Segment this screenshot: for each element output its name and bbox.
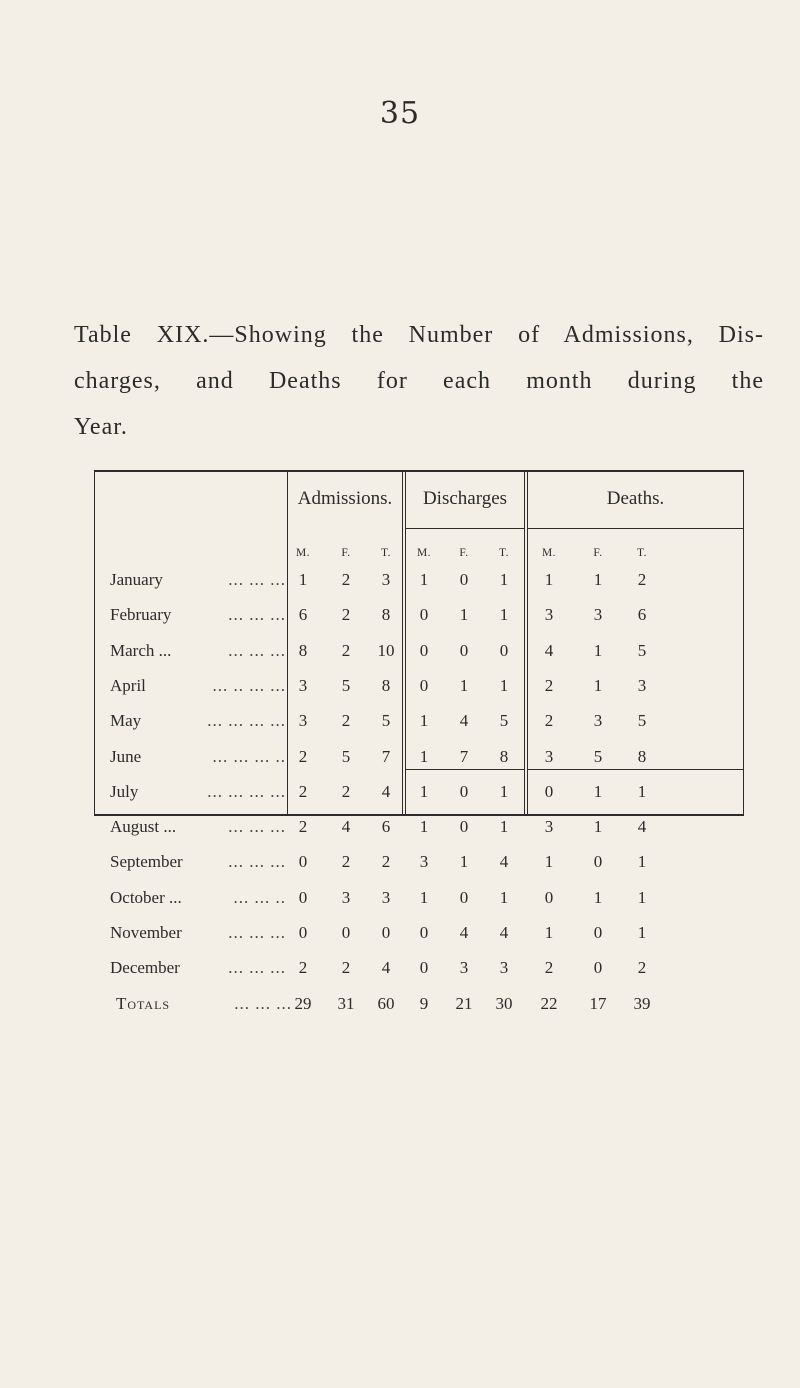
deaths-female-header: F. [593, 547, 603, 559]
discharges-female-cell: 0 [459, 640, 469, 660]
discharges-total-cell: 1 [499, 817, 509, 837]
deaths-female-cell: 5 [593, 746, 603, 766]
admissions-total-cell: 5 [381, 711, 391, 731]
discharges-female-cell: 0 [459, 781, 469, 801]
admissions-female-cell: 5 [341, 675, 351, 695]
deaths-male-cell: 4 [544, 640, 554, 660]
discharges-female-cell: 0 [459, 817, 469, 837]
row-label: February [110, 605, 172, 625]
table-bottom-rule [94, 814, 744, 816]
page-number: 35 [379, 96, 421, 131]
row-label: December [110, 958, 180, 978]
admissions-total-cell: 8 [381, 675, 391, 695]
admissions-total-cell: 0 [381, 923, 391, 942]
admissions-male-cell: 0 [298, 923, 308, 942]
admissions-male-cell: 0 [298, 852, 308, 872]
discharges-total-cell: 1 [499, 605, 509, 625]
discharges-male-cell: 1 [419, 711, 429, 731]
discharges-male-cell: 1 [419, 570, 429, 589]
discharges-male-cell: 1 [419, 887, 429, 907]
admissions-male-cell: 2 [298, 817, 308, 837]
leader-dots: ... ... .. [233, 887, 286, 907]
discharges-total-cell: 4 [499, 923, 509, 942]
discharges-female-cell: 1 [459, 675, 469, 695]
discharges-male-cell: 3 [419, 852, 429, 872]
deaths-left-rule-2 [527, 470, 528, 816]
deaths-male-cell: 1 [544, 923, 554, 942]
admissions-total-cell: 4 [381, 781, 391, 801]
deaths-total-cell: 39 [633, 993, 651, 1013]
admissions-female-cell: 4 [341, 817, 351, 837]
deaths-total-cell: 4 [637, 817, 647, 837]
discharges-total-cell: 1 [499, 570, 509, 589]
admissions-female-cell: 2 [341, 958, 351, 978]
discharges-header: Discharges [422, 488, 508, 509]
discharges-total-cell: 4 [499, 852, 509, 872]
admissions-total-cell: 4 [381, 958, 391, 978]
header-divider [405, 528, 525, 529]
discharges-female-cell: 7 [459, 746, 469, 766]
deaths-male-cell: 22 [540, 993, 558, 1013]
leader-dots: ... ... ... [228, 570, 286, 589]
leader-dots: ... .. ... ... [212, 675, 286, 695]
discharges-left-rule-2 [405, 470, 406, 816]
row-label: March ... [110, 640, 172, 660]
deaths-left-rule [524, 470, 525, 816]
discharges-male-header: M. [416, 547, 432, 559]
deaths-female-cell: 1 [593, 781, 603, 801]
discharges-total-cell: 1 [499, 781, 509, 801]
leader-dots: ... ... ... [228, 605, 286, 625]
row-label: July [110, 781, 139, 801]
admissions-male-cell: 3 [298, 675, 308, 695]
admissions-female-cell: 2 [341, 711, 351, 731]
admissions-female-cell: 2 [341, 781, 351, 801]
row-label: May [110, 711, 142, 731]
leader-dots: ... ... ... [228, 852, 286, 872]
leader-dots: ... ... ... [228, 958, 286, 978]
table-title [74, 312, 764, 450]
admissions-female-cell: 3 [341, 887, 351, 907]
deaths-female-cell: 1 [593, 887, 603, 907]
row-label: August ... [110, 817, 177, 837]
discharges-total-cell: 1 [499, 675, 509, 695]
row-label: September [110, 852, 183, 872]
admissions-male-cell: 1 [298, 570, 308, 589]
statistics-table [94, 470, 764, 1013]
deaths-female-cell: 1 [593, 675, 603, 695]
discharges-female-cell: 4 [459, 923, 469, 942]
deaths-female-cell: 0 [593, 958, 603, 978]
discharges-total-header: T. [498, 547, 510, 559]
admissions-male-cell: 2 [298, 958, 308, 978]
admissions-total-cell: 60 [377, 993, 395, 1013]
table-top-rule [94, 470, 744, 472]
row-label: October ... [110, 887, 182, 907]
deaths-total-cell: 2 [637, 958, 647, 978]
row-label: April [110, 675, 146, 695]
discharges-total-cell: 5 [499, 711, 509, 731]
admissions-female-cell: 2 [341, 640, 351, 660]
leader-dots: ... ... ... [228, 923, 286, 942]
leader-dots: ... ... ... [234, 993, 292, 1013]
deaths-female-cell: 0 [593, 923, 603, 942]
title-line-1: Table XIX.—Showing the Number of Admissions, Dis- [74, 322, 764, 348]
discharges-female-cell: 1 [459, 605, 469, 625]
admissions-header: Admissions. [297, 488, 393, 509]
admissions-total-cell: 3 [381, 887, 391, 907]
title-line-2: charges, and Deaths for each month during the [74, 368, 764, 394]
discharges-total-cell: 8 [499, 746, 509, 766]
admissions-female-cell: 31 [337, 993, 355, 1013]
discharges-male-cell: 0 [419, 923, 429, 942]
table-left-rule [94, 470, 95, 816]
discharges-male-cell: 1 [419, 817, 429, 837]
admissions-total-cell: 2 [381, 852, 391, 872]
deaths-female-cell: 3 [593, 711, 603, 731]
deaths-male-cell: 3 [544, 605, 554, 625]
admissions-male-cell: 29 [294, 993, 312, 1013]
discharges-male-cell: 0 [419, 605, 429, 625]
discharges-female-cell: 1 [459, 852, 469, 872]
admissions-female-cell: 0 [341, 923, 351, 942]
admissions-female-cell: 2 [341, 852, 351, 872]
admissions-total-cell: 3 [381, 570, 391, 589]
deaths-male-cell: 2 [544, 958, 554, 978]
discharges-male-cell: 1 [419, 746, 429, 766]
discharges-male-cell: 0 [419, 640, 429, 660]
admissions-total-cell: 6 [381, 817, 391, 837]
admissions-male-header: M. [295, 547, 311, 559]
admissions-female-cell: 2 [341, 605, 351, 625]
deaths-total-cell: 3 [637, 675, 647, 695]
deaths-header: Deaths. [606, 488, 665, 509]
discharges-total-cell: 1 [499, 887, 509, 907]
deaths-male-cell: 1 [544, 852, 554, 872]
admissions-male-cell: 2 [298, 781, 308, 801]
deaths-total-cell: 5 [637, 711, 647, 731]
deaths-female-cell: 0 [593, 852, 603, 872]
deaths-male-cell: 3 [544, 817, 554, 837]
table-right-rule [743, 470, 744, 816]
deaths-male-cell: 0 [544, 887, 554, 907]
deaths-female-cell: 3 [593, 605, 603, 625]
deaths-female-cell: 1 [593, 570, 603, 589]
totals-rule [406, 769, 524, 770]
deaths-male-cell: 2 [544, 675, 554, 695]
deaths-total-header: T. [636, 547, 648, 559]
discharges-female-header: F. [459, 547, 469, 559]
deaths-total-cell: 1 [637, 887, 647, 907]
discharges-total-cell: 3 [499, 958, 509, 978]
admissions-total-cell: 7 [381, 746, 391, 766]
row-label: January [110, 570, 163, 589]
leader-dots: ... ... ... ... [207, 711, 286, 731]
discharges-left-rule [402, 470, 403, 816]
deaths-male-cell: 2 [544, 711, 554, 731]
discharges-female-cell: 21 [455, 993, 473, 1013]
row-label: June [110, 746, 142, 766]
discharges-female-cell: 4 [459, 711, 469, 731]
admissions-female-cell: 2 [341, 570, 351, 589]
admissions-male-cell: 0 [298, 887, 308, 907]
admissions-male-cell: 8 [298, 640, 308, 660]
discharges-male-cell: 0 [419, 958, 429, 978]
discharges-male-cell: 0 [419, 675, 429, 695]
admissions-total-header: T. [380, 547, 392, 559]
admissions-male-cell: 3 [298, 711, 308, 731]
admissions-male-cell: 2 [298, 746, 308, 766]
admissions-total-cell: 10 [377, 640, 395, 660]
leader-dots: ... ... ... [228, 640, 286, 660]
admissions-female-cell: 5 [341, 746, 351, 766]
deaths-male-cell: 1 [544, 570, 554, 589]
discharges-male-cell: 9 [419, 993, 429, 1013]
admissions-total-cell: 8 [381, 605, 391, 625]
discharges-female-cell: 3 [459, 958, 469, 978]
discharges-female-cell: 0 [459, 887, 469, 907]
discharges-female-cell: 0 [459, 570, 469, 589]
leader-dots: ... ... ... ... [207, 781, 286, 801]
discharges-total-cell: 0 [499, 640, 509, 660]
deaths-male-cell: 0 [544, 781, 554, 801]
deaths-female-cell: 1 [593, 640, 603, 660]
deaths-male-cell: 3 [544, 746, 554, 766]
discharges-male-cell: 1 [419, 781, 429, 801]
deaths-total-cell: 1 [637, 923, 647, 942]
deaths-total-cell: 2 [637, 570, 647, 589]
discharges-total-cell: 30 [495, 993, 513, 1013]
deaths-male-header: M. [541, 547, 557, 559]
deaths-female-cell: 17 [589, 993, 607, 1013]
deaths-female-cell: 1 [593, 817, 603, 837]
row-label: Totals [116, 993, 171, 1013]
totals-rule-2 [528, 769, 743, 770]
admissions-male-cell: 6 [298, 605, 308, 625]
deaths-total-cell: 6 [637, 605, 647, 625]
deaths-total-cell: 1 [637, 781, 647, 801]
deaths-total-cell: 1 [637, 852, 647, 872]
leader-dots: ... ... ... .. [212, 746, 286, 766]
row-label: November [110, 923, 182, 942]
leader-dots: ... ... ... [228, 817, 286, 837]
title-line-3: Year. [74, 414, 128, 440]
deaths-total-cell: 5 [637, 640, 647, 660]
deaths-total-cell: 8 [637, 746, 647, 766]
header-divider-2 [528, 528, 743, 529]
admissions-female-header: F. [341, 547, 351, 559]
